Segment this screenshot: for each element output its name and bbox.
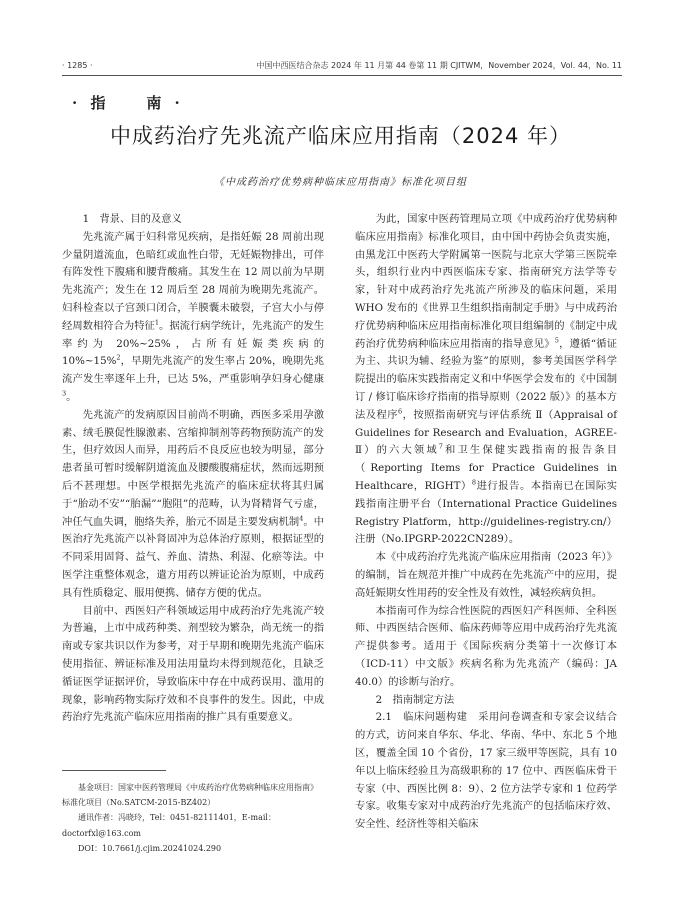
citation-ref[interactable]: 2 [116, 353, 121, 362]
section-heading-1: 1 背景、目的及意义 [82, 213, 182, 225]
left-column [62, 211, 324, 727]
running-header [62, 58, 622, 74]
text-run: 和卫生保健实践指南的报告条目（Reporting Items for Practice Guidelines in Healthcare，RIGHT） [355, 444, 618, 492]
contact-note: 通讯作者：冯晓玲，Tel：0451-82111401，E-mail：doctorfxl@163.com [62, 813, 276, 838]
text-run: 先兆流产的发病原因目前尚不明确，西医多采用孕激素、绒毛膜促性腺激素、宫缩抑制剂等药物预防流产的发生，但疗效因人而异，用药后不良反应也较为明显，部分患者虽可暂时缓解阴道流血及腰酸腹痛症状，然而远期预后不甚理想。中医学根据先兆流产的临床症状将其归属于“胎动不安”“胎漏”“胞阻”的范畴，认为肾精肾气亏虚，冲任气血失调，胞络失养，胎元不固是主要发病机制 [62, 408, 324, 528]
text-run: ，早期先兆流产的发生率占 20%，晚期先兆流产发生率逐年上升，已达 5%，严重影响孕妇身心健康 [62, 355, 324, 386]
text-run: 进行报告。本指南已在国际实践指南注册平台（International Practice Guidelines Registry Platform，http://guidelines-registry.cn/）注册（No.IPGRP-2022CN289）。 [355, 479, 617, 546]
funding-note: 基金项目：国家中医药管理局《中成药治疗优势病种临床应用指南》标准化项目（No.SATCM-2015-BZ402） [62, 783, 318, 808]
text-run: 先兆流产属于妇科常见疾病，是指妊娠 28 周前出现少量阴道流血，色暗红或血性白带，无妊娠物排出，可伴有阵发性下腹痛和腰背酸痛。其发生在 12 周以前为早期先兆流产；发生在 12 周后至 28 周前为晚期先兆流产。妇科检查以子宫颈口闭合，羊膜囊未破裂，子宫大小与停经周数相符合为特征 [62, 230, 324, 332]
journal-citation: 中国中西医结合杂志 2024 年 11 月第 44 卷第 11 期 CJITWM，November 2024，Vol. 44，No. 11 [256, 61, 622, 70]
text-run: 。 [66, 390, 77, 403]
text-run: 。据流行病学统计，先兆流产的发生率约为 20%~25%，占所有妊娠类疾病的 10%~15% [62, 319, 325, 368]
paragraph [355, 709, 617, 834]
header-divider [62, 75, 622, 76]
paragraph [355, 211, 617, 549]
page-number: · 1285 · [62, 61, 93, 70]
citation-ref[interactable]: 5 [554, 336, 559, 345]
paragraph: 目前中、西医妇产科领域运用中成药治疗先兆流产较为普遍，上市中成药种类、剂型较为繁杂，尚无统一的指南或专家共识以作为参考，对于早期和晚期先兆流产临床使用指征、辨证标准及用法用量均未得到规范化，且缺乏循证医学证据评价，导致临床中存在中成药误用、滥用的现象，影响药物实际疗效和不良事件的发生。因此，中成药治疗先兆流产临床应用指南的推广具有重要意义。 [62, 604, 324, 724]
section-heading-2: 2 指南制定方法 [375, 693, 455, 706]
subsection-heading: 2.1 临床问题构建 [375, 711, 468, 724]
text-run: 。中医治疗先兆流产以补肾固冲为总体治疗原则，根据证型的不同采用固肾、益气、养血、清热、利湿、化瘀等法。中医学注重整体观念，遣方用药以辨证论治为原则，中成药具有性质稳定、服用便携、储存方便的优点。 [62, 515, 325, 599]
citation-ref[interactable]: 6 [398, 407, 403, 416]
text-run: ，按照指南研究与评估系统 Ⅱ（Appraisal of Guidelines for Research and Evaluation，AGREE- Ⅱ）的六大领域 [355, 408, 618, 457]
citation-ref[interactable]: 7 [438, 442, 443, 451]
text-run: 为此，国家中医药管理局立项《中成药治疗优势病种临床应用指南》标准化项目，由中国中药协会负责实施，由黑龙江中医药大学附属第一医院与北京大学第三医院牵头，组织行业内中西医临床专家、指南研究方法学等专家，针对中成药治疗先兆流产所涉及的临床问题，采用 WHO 发布的《世界卫生组织指南制定手册》与中成药治疗优势病种临床应用指南标准化项目组编制的《制定中成药治疗优势病种临床应用指南的指导意见》 [355, 213, 617, 350]
citation-ref[interactable]: 4 [299, 514, 304, 523]
right-column [355, 211, 617, 834]
section-label: · 指 南 · [72, 94, 184, 112]
text-run: ，遵循“循证为主、共识为辅、经验为鉴”的原则，参考美国医学科学院提出的临床实践指南定义和中华医学会发布的《中国制订 / 修订临床诊疗指南的指导原则（2022 版）》的基本方法及程序 [355, 337, 617, 421]
footnotes [62, 780, 324, 856]
citation-ref[interactable]: 8 [471, 478, 477, 487]
author-line: 《中成药治疗优势病种临床应用指南》标准化项目组 [214, 177, 467, 188]
paragraph [62, 229, 324, 407]
text-run: 采用问卷调查和专家会议结合的方式，访问来自华东、华北、华南、华中、东北 5 个地区，覆盖全国 10 个省份，17 家三级甲等医院，具有 10 年以上临床经验且为高级职称的 17 位中、西医临床骨干专家（中、西医比例 8：9）、2 位方法学专家和 1 位药学专家。收集专家对中成药治疗先兆流产的包括临床疗效、安全性、经济性等相关临床 [355, 711, 618, 831]
paragraph: 本《中成药治疗先兆流产临床应用指南（2023 年）》的编制，旨在规范并推广中成药在先兆流产中的应用，提高妊娠期女性用药的安全性及有效性，减轻疾病负担。 [355, 551, 617, 599]
citation-ref[interactable]: 3 [62, 389, 67, 398]
paragraph [62, 407, 324, 603]
article-title: 中成药治疗先兆流产临床应用指南（2024 年） [109, 124, 572, 148]
paragraph: 本指南可作为综合性医院的西医妇产科医师、全科医师、中西医结合医师、临床药师等应用中成药治疗先兆流产提供参考。适用于《国际疾病分类第十一次修订本（ICD-11）中文版》疾病名称为先兆流产（编码：JA 40.0）的诊断与治疗。 [355, 604, 617, 688]
doi-note[interactable]: DOI：10.7661/j.cjim.20241024.290 [78, 843, 222, 853]
footnote-divider [62, 770, 166, 771]
citation-ref[interactable]: 1 [154, 318, 159, 327]
